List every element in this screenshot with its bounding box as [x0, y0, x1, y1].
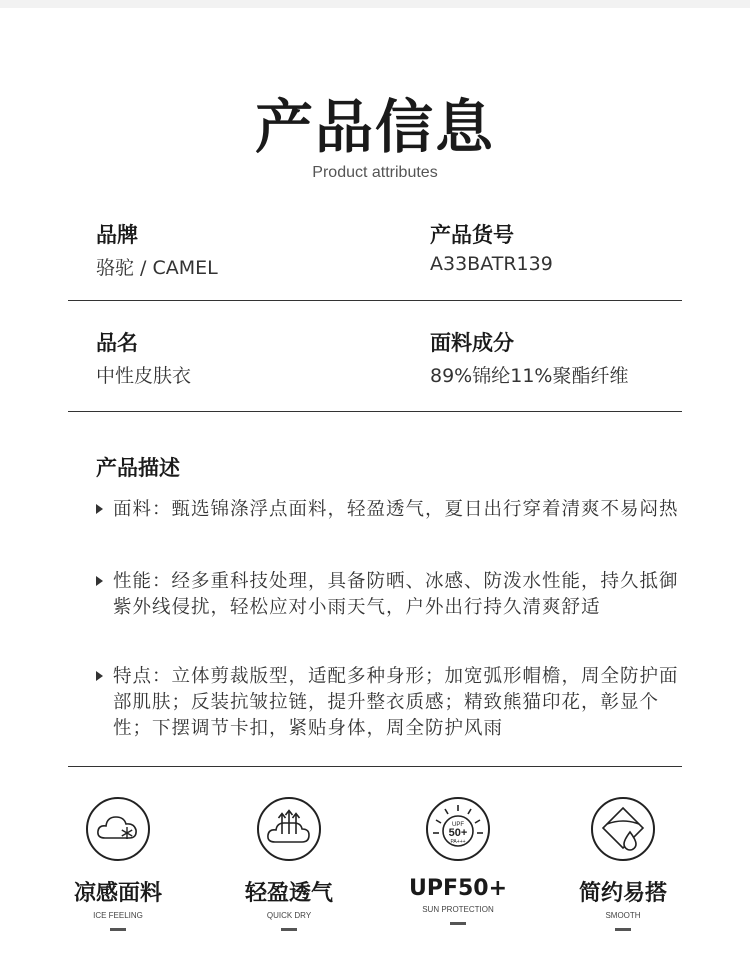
feature-name: 轻盈透气 [244, 881, 333, 906]
cloud-arrows-icon [256, 796, 322, 862]
description-text: 面料：甄选锦涤浮点面料，轻盈透气，夏日出行穿着清爽不易闷热 [113, 499, 679, 520]
feature-sub: QUICK DRY [266, 911, 312, 920]
description-item [96, 497, 686, 523]
feature-name: UPF50+ [408, 876, 508, 901]
description-text: 性能：经多重科技处理，具备防晒、冰感、防泼水性能，持久抵御紫外线侵扰，轻松应对小雨天气，户外出行持久清爽舒适 [113, 571, 679, 618]
divider [68, 411, 682, 412]
description-title: 产品描述 [96, 456, 180, 480]
sun-upf-icon [425, 796, 491, 862]
description-text: 特点：立体剪裁版型，适配多种身形；加宽弧形帽檐，周全防护面部肌肤；反装抗皱拉链，提升整衣质感；精致熊猫印花，彰显个性；下摆调节卡扣，紧贴身体，周全防护风雨 [113, 666, 679, 739]
feature-dash [281, 928, 297, 931]
fabric-label: 面料成分 [430, 331, 514, 355]
feature-smooth [548, 796, 698, 931]
feature-dash [450, 922, 466, 925]
feature-quick-dry [214, 796, 364, 931]
feature-dash [615, 928, 631, 931]
item-number-value: A33BATR139 [430, 253, 553, 275]
divider [68, 766, 682, 767]
page-title: 产品信息 [254, 93, 495, 161]
diamond-drop-icon [590, 796, 656, 862]
feature-ice-feeling [43, 796, 193, 931]
product-name-value: 中性皮肤衣 [96, 365, 192, 387]
feature-sub: SMOOTH [605, 911, 641, 920]
feature-sun-protection [383, 796, 533, 925]
feature-sub: ICE FEELING [93, 911, 143, 920]
description-item [96, 664, 686, 742]
feature-sub: SUN PROTECTION [422, 905, 494, 914]
page-subtitle: Product attributes [312, 164, 438, 181]
badge-bottom: PA+++ [450, 839, 466, 845]
divider [68, 300, 682, 301]
product-name-label: 品名 [96, 331, 138, 355]
badge-top: UPF [452, 822, 464, 828]
brand-label: 品牌 [96, 223, 138, 247]
badge-mid: 50+ [448, 827, 468, 839]
bullet-icon [96, 671, 103, 681]
top-band [0, 0, 750, 8]
feature-name: 简约易搭 [578, 881, 667, 906]
brand-value: 骆驼 / CAMEL [96, 257, 218, 279]
bullet-icon [96, 576, 103, 586]
cloud-snowflake-icon [85, 796, 151, 862]
feature-name: 凉感面料 [73, 881, 162, 906]
fabric-value: 89%锦纶11%聚酯纤维 [430, 365, 629, 387]
bullet-icon [96, 504, 103, 514]
feature-dash [110, 928, 126, 931]
description-item [96, 569, 686, 621]
item-number-label: 产品货号 [430, 223, 514, 247]
